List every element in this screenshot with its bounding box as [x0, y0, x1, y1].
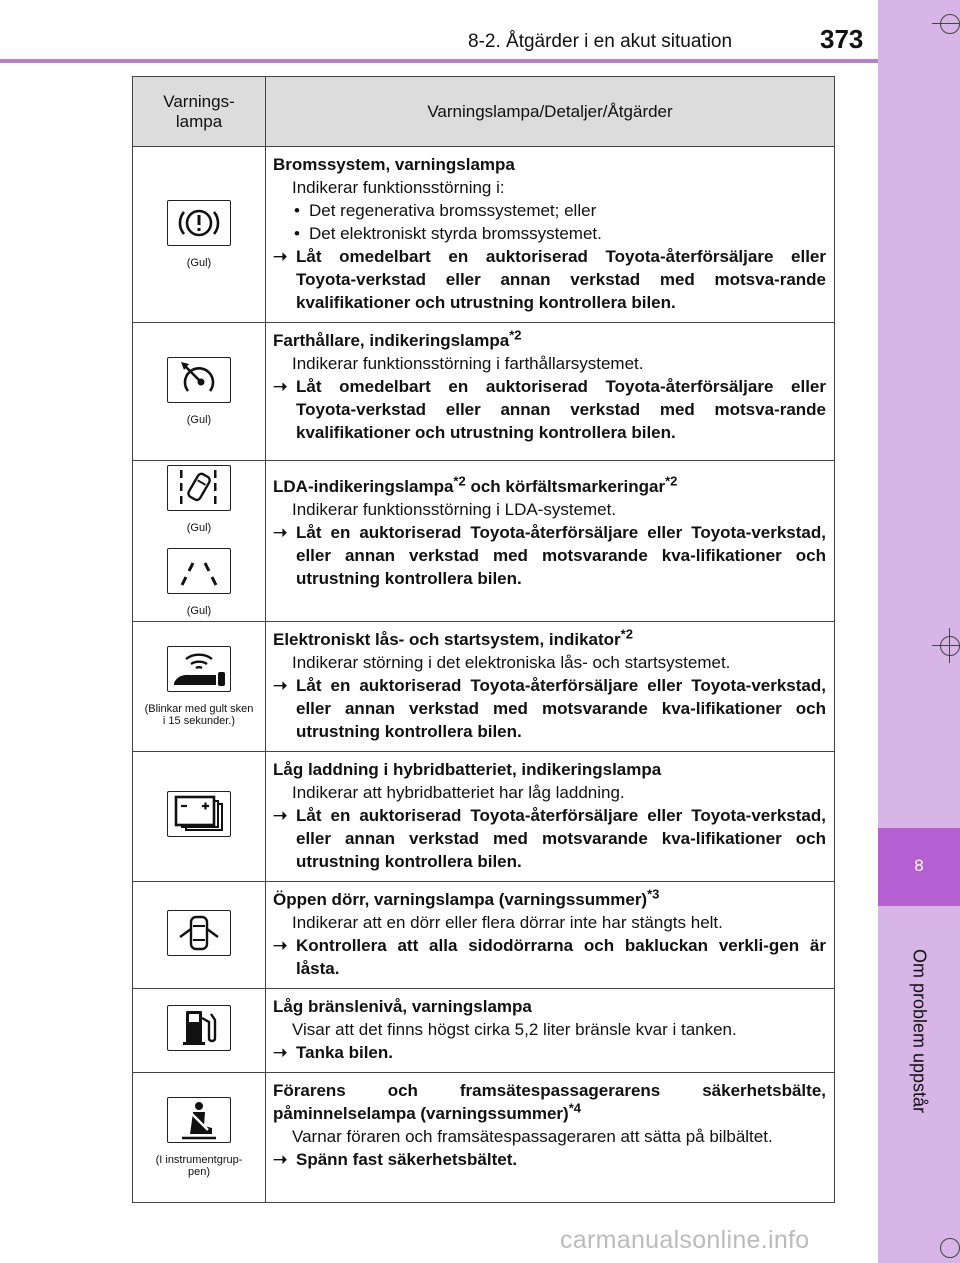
table-row: [133, 752, 835, 882]
text-cell: [266, 323, 835, 461]
chapter-number: 8: [914, 856, 924, 875]
entry-title: Farthållare, indikeringslampa$^{*2}$: [273, 327, 522, 350]
chapter-title: Om problem uppstår: [909, 948, 930, 1114]
entry-action: ➝ Kontrollera att alla sidodörrarna och bakluckan verkli-gen är låsta.: [273, 936, 826, 978]
entry-title: Förarens och framsätespassagerarens säkerhetsbälte, påminnelselampa (varningssummer)$^{*4}$: [273, 1081, 826, 1123]
fuel-icon: [167, 1005, 231, 1051]
bullet-list: [273, 199, 826, 245]
entry-title: Öppen dörr, varningslampa (varningssummer)$^{*3}$: [273, 886, 660, 909]
table-row: [133, 147, 835, 323]
table-row: [133, 622, 835, 752]
crop-line: [932, 23, 960, 24]
table-row: [133, 1073, 835, 1203]
table-row: [133, 323, 835, 461]
footnote-marker: *2: [453, 473, 466, 489]
table-row: [133, 461, 835, 622]
list-item: • Det regenerativa bromssystemet; eller: [292, 199, 826, 222]
cruise-control-icon: [167, 357, 231, 403]
arrow-icon: ➝: [273, 523, 288, 542]
text-cell: [266, 989, 835, 1073]
table-row: [133, 882, 835, 989]
entry-description: Indikerar att en dörr eller flera dörrar inte har stängts helt.: [292, 913, 723, 932]
lda-icon: [167, 465, 231, 511]
icon-caption: (Blinkar med gult sken i 15 sekunder.): [144, 703, 254, 727]
footnote-marker: *2: [509, 327, 522, 343]
icon-caption: (Gul): [186, 257, 212, 269]
watermark: carmanualsonline.info: [560, 1226, 810, 1254]
entry-action: ➝ Spänn fast säkerhetsbältet.: [273, 1150, 518, 1169]
arrow-icon: ➝: [273, 377, 288, 396]
arrow-icon: ➝: [273, 1043, 288, 1062]
arrow-icon: ➝: [273, 936, 288, 955]
lane-markings-icon: [167, 548, 231, 594]
entry-description: Indikerar funktionsstörning i:: [292, 178, 505, 197]
crop-mark-middle-right: [940, 636, 960, 656]
brake-warning-icon: [167, 200, 231, 246]
icon-cell: [133, 147, 266, 323]
section-title: 8-2. Åtgärder i en akut situation: [468, 31, 733, 52]
arrow-icon: ➝: [273, 247, 288, 266]
icon-cell: [133, 622, 266, 752]
text-cell: [266, 147, 835, 323]
icon-cell: [133, 882, 266, 989]
header-icon-column: Varnings- lampa: [133, 77, 266, 147]
footnote-marker: *2: [620, 626, 633, 642]
entry-description: Indikerar störning i det elektroniska lås- och startsystemet.: [292, 653, 731, 672]
crop-mark-top-right: [940, 14, 960, 34]
seatbelt-icon: [167, 1097, 231, 1143]
header-text-column: Varningslampa/Detaljer/Åtgärder: [266, 77, 835, 147]
header-rule: [0, 59, 878, 63]
arrow-icon: ➝: [273, 806, 288, 825]
entry-title: LDA-indikeringslampa$^{*2}$ och körfältsmarkeringar$^{*2}$: [273, 473, 678, 496]
icon-cell: [133, 461, 266, 622]
entry-title: Låg bränslenivå, varningslampa: [273, 997, 532, 1016]
entry-title: Bromssystem, varningslampa: [273, 155, 515, 174]
entry-action: ➝ Låt omedelbart en auktoriserad Toyota-återförsäljare eller Toyota-verkstad eller annan verkstad med motsva-rande kvalifikationer och utrustning kontrollera bilen.: [273, 377, 826, 442]
entry-description: Indikerar funktionsstörning i farthållarsystemet.: [292, 354, 644, 373]
icon-cell: [133, 752, 266, 882]
icon-cell: [133, 323, 266, 461]
chapter-tab[interactable]: [878, 828, 960, 906]
crop-line: [949, 628, 950, 663]
entry-description: Varnar föraren och framsätespassageraren att sätta på bilbältet.: [292, 1127, 773, 1146]
hybrid-battery-icon: [167, 791, 231, 837]
list-item: • Det elektroniskt styrda bromssystemet.: [292, 222, 826, 245]
text-cell: [266, 622, 835, 752]
entry-description: Indikerar funktionsstörning i LDA-systemet.: [292, 500, 617, 519]
text-cell: [266, 752, 835, 882]
entry-action: ➝ Låt omedelbart en auktoriserad Toyota-återförsäljare eller Toyota-verkstad eller annan verkstad med motsva-rande kvalifikationer och utrustning kontrollera bilen.: [273, 247, 826, 312]
page-number: 373: [820, 24, 864, 54]
door-open-icon: [167, 910, 231, 956]
icon-caption: (Gul): [186, 414, 212, 426]
smart-key-icon: [167, 646, 231, 692]
entry-action: ➝ Låt en auktoriserad Toyota-återförsäljare eller Toyota-verkstad, eller annan verkstad med motsvarande kva-lifikationer och utrustning kontrollera bilen.: [273, 523, 826, 588]
entry-title: Låg laddning i hybridbatteriet, indikeringslampa: [273, 760, 662, 779]
entry-action: ➝ Tanka bilen.: [273, 1043, 393, 1062]
icon-caption: (Gul): [186, 605, 212, 617]
footnote-marker: *3: [647, 886, 660, 902]
crop-line: [932, 645, 960, 646]
entry-action: ➝ Låt en auktoriserad Toyota-återförsäljare eller Toyota-verkstad, eller annan verkstad med motsvarande kva-lifikationer och utrustning kontrollera bilen.: [273, 676, 826, 741]
icon-cell: [133, 989, 266, 1073]
entry-description: Indikerar att hybridbatteriet har låg laddning.: [292, 783, 625, 802]
text-cell: [266, 882, 835, 989]
icon-caption: (Gul): [186, 522, 212, 534]
footnote-marker: *4: [568, 1100, 582, 1116]
table-header-row: [133, 77, 835, 147]
entry-action: ➝ Låt en auktoriserad Toyota-återförsäljare eller Toyota-verkstad, eller annan verkstad med motsvarande kva-lifikationer och utrustning kontrollera bilen.: [273, 806, 826, 871]
arrow-icon: ➝: [273, 1150, 288, 1169]
entry-description: Visar att det finns högst cirka 5,2 liter bränsle kvar i tanken.: [292, 1020, 737, 1039]
icon-caption: (I instrumentgrup- pen): [155, 1154, 243, 1178]
crop-mark-bottom-right: [940, 1238, 960, 1258]
icon-cell: [133, 1073, 266, 1203]
text-cell: [266, 1073, 835, 1203]
footnote-marker: *2: [665, 473, 678, 489]
text-cell: [266, 461, 835, 622]
arrow-icon: ➝: [273, 676, 288, 695]
warning-table: [132, 76, 835, 1203]
entry-title: Elektroniskt lås- och startsystem, indikator$^{*2}$: [273, 626, 633, 649]
table-row: [133, 989, 835, 1073]
icon-group: [135, 465, 263, 534]
